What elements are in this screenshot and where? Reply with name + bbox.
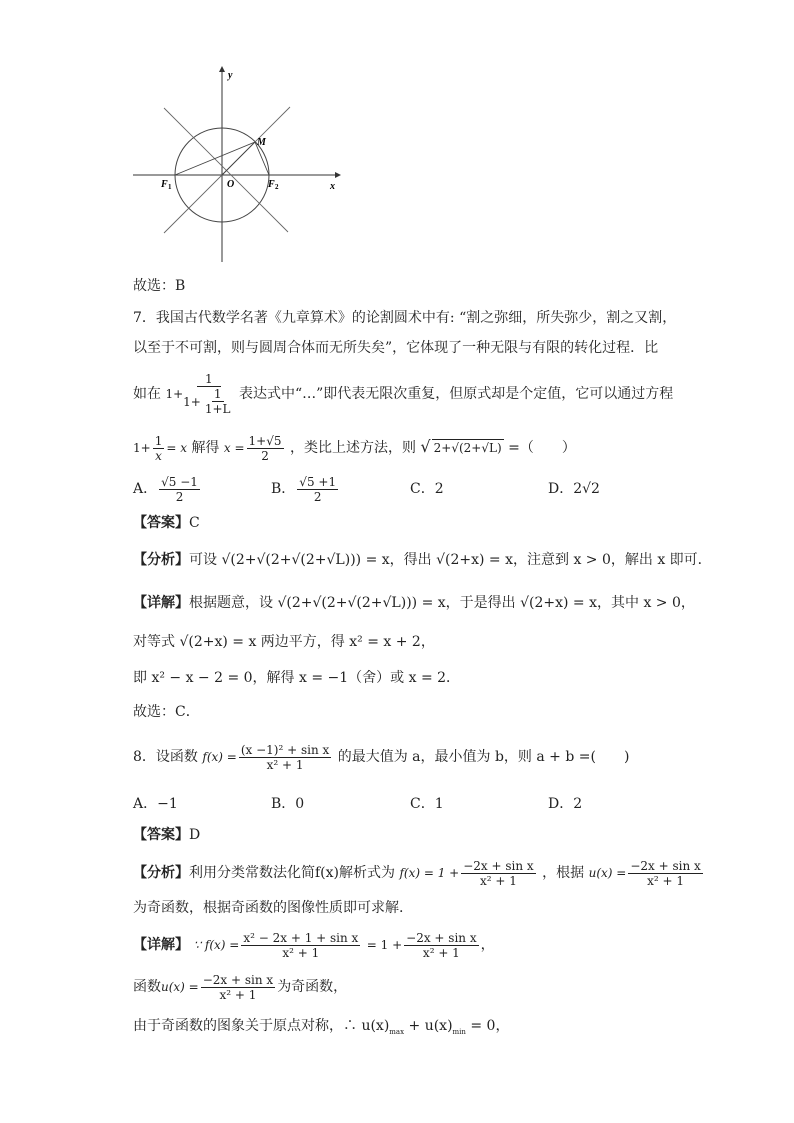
q8-options (133, 794, 693, 814)
q8-option-a[interactable]: A．−1 (133, 796, 178, 812)
q7-option-c[interactable]: C．2 (410, 481, 444, 497)
q7-analysis: 【分析】可设 √(2+√(2+√(2+√L))) = x，得出 √(2+x) = x，注意到 x > 0，解出 x 即可． (133, 552, 712, 568)
q7-text-3: 如在 1+ 1 1+ $\frac{1}{1+L}$ 表达式中“…”即代表无限次重复，但原式却是个定值，它可以通过方程 (133, 372, 674, 416)
q7-detail-1: 【详解】根据题意，设 √(2+√(2+√(2+√L))) = x，于是得出 √(2+x) = x，其中 x > 0， (133, 595, 695, 611)
q8-answer: 【答案】D (133, 827, 201, 843)
q8-analysis-1: 【分析】利用分类常数法化简f(x)解析式为 f(x) = 1 + $\frac{\text{−2x + sin x}}{\text{x² + 1}}$ ，根据 u(x) = $\frac{\text{−2x + sin x}}{\text{x² + 1}}$ (133, 858, 701, 888)
label-f2: F (268, 179, 275, 190)
label-f1: F (161, 179, 168, 190)
x-axis-arrow (335, 172, 341, 178)
q8-option-b[interactable]: B．0 (271, 796, 305, 812)
q8-detail-3: 由于奇函数的图象关于原点对称，∴ $u(x)_{max} + u(x)_{min} = 0$， (133, 1018, 510, 1036)
coordinate-figure (128, 66, 348, 266)
q7-option-b[interactable]: B． $\frac{√5 +1}{2}$ (271, 474, 337, 504)
label-x: x (330, 181, 335, 192)
label-m: M (257, 137, 266, 148)
q8-detail-2: 函数u(x) = $\frac{\text{−2x + sin x}}{\text{x² + 1}}$ 为奇函数， (133, 972, 348, 1002)
q6-choice: 故选：B (133, 278, 186, 294)
segment-o-m (222, 142, 255, 175)
q7-text-1: 7．我国古代数学名著《九章算术》的论割圆术中有: “割之弥细，所失弥少，割之又割， (133, 310, 677, 326)
q7-text-2: 以至于不可割，则与圆周合体而无所失矣”，它体现了一种无限与有限的转化过程．比 (133, 340, 659, 356)
q7-options (133, 472, 693, 506)
q8-option-c[interactable]: C．1 (410, 796, 444, 812)
q8-option-d[interactable]: D．2 (548, 796, 583, 812)
label-f1-sub: 1 (168, 183, 172, 191)
q7-text-4: 1+ $\frac{1}{x}$ = x 解得 x = $\frac{1+√5}{2}$ ，类比上述方法，则 √ 2+√(2+√L) =（ ） (133, 433, 576, 463)
segment-f1-m (175, 142, 255, 175)
line-negative-slope (164, 108, 288, 232)
q7-detail-3: 即 x² − x − 2 = 0，解得 x = −1（舍）或 x = 2． (133, 670, 461, 686)
q7-option-d[interactable]: D．2√2 (548, 481, 600, 497)
y-axis-arrow (219, 66, 225, 72)
q7-detail-2: 对等式 √(2+x) = x 两边平方，得 x² = x + 2， (133, 634, 435, 650)
q8-analysis-2: 为奇函数，根据奇函数的图像性质即可求解. (133, 900, 404, 916)
continued-fraction: 1+ 1 1+ $\frac{1}{1+L}$ (165, 372, 231, 416)
q7-option-a[interactable]: A． $\frac{√5 -1}{2}$ (133, 474, 198, 504)
label-o: O (227, 179, 235, 190)
label-y: y (228, 70, 233, 81)
label-f2-sub: 2 (275, 183, 279, 191)
q7-choice: 故选：C． (133, 704, 200, 720)
q8-question: 8．设函数 f(x) = $\frac{\text{(x −1)² + sin x}}{\text{x² + 1}}$ 的最大值为 a，最小值为 b，则 a + b =( ) (133, 742, 630, 772)
q7-answer: 【答案】C (133, 515, 200, 531)
q8-detail-1: 【详解】 ∵ f(x) = $\frac{\text{x² − 2x + 1 + sin x}}{\text{x² + 1}}$ = 1 + $\frac{\text{−2x + sin x}}{\text{x² + 1}}$ ， (133, 930, 495, 960)
